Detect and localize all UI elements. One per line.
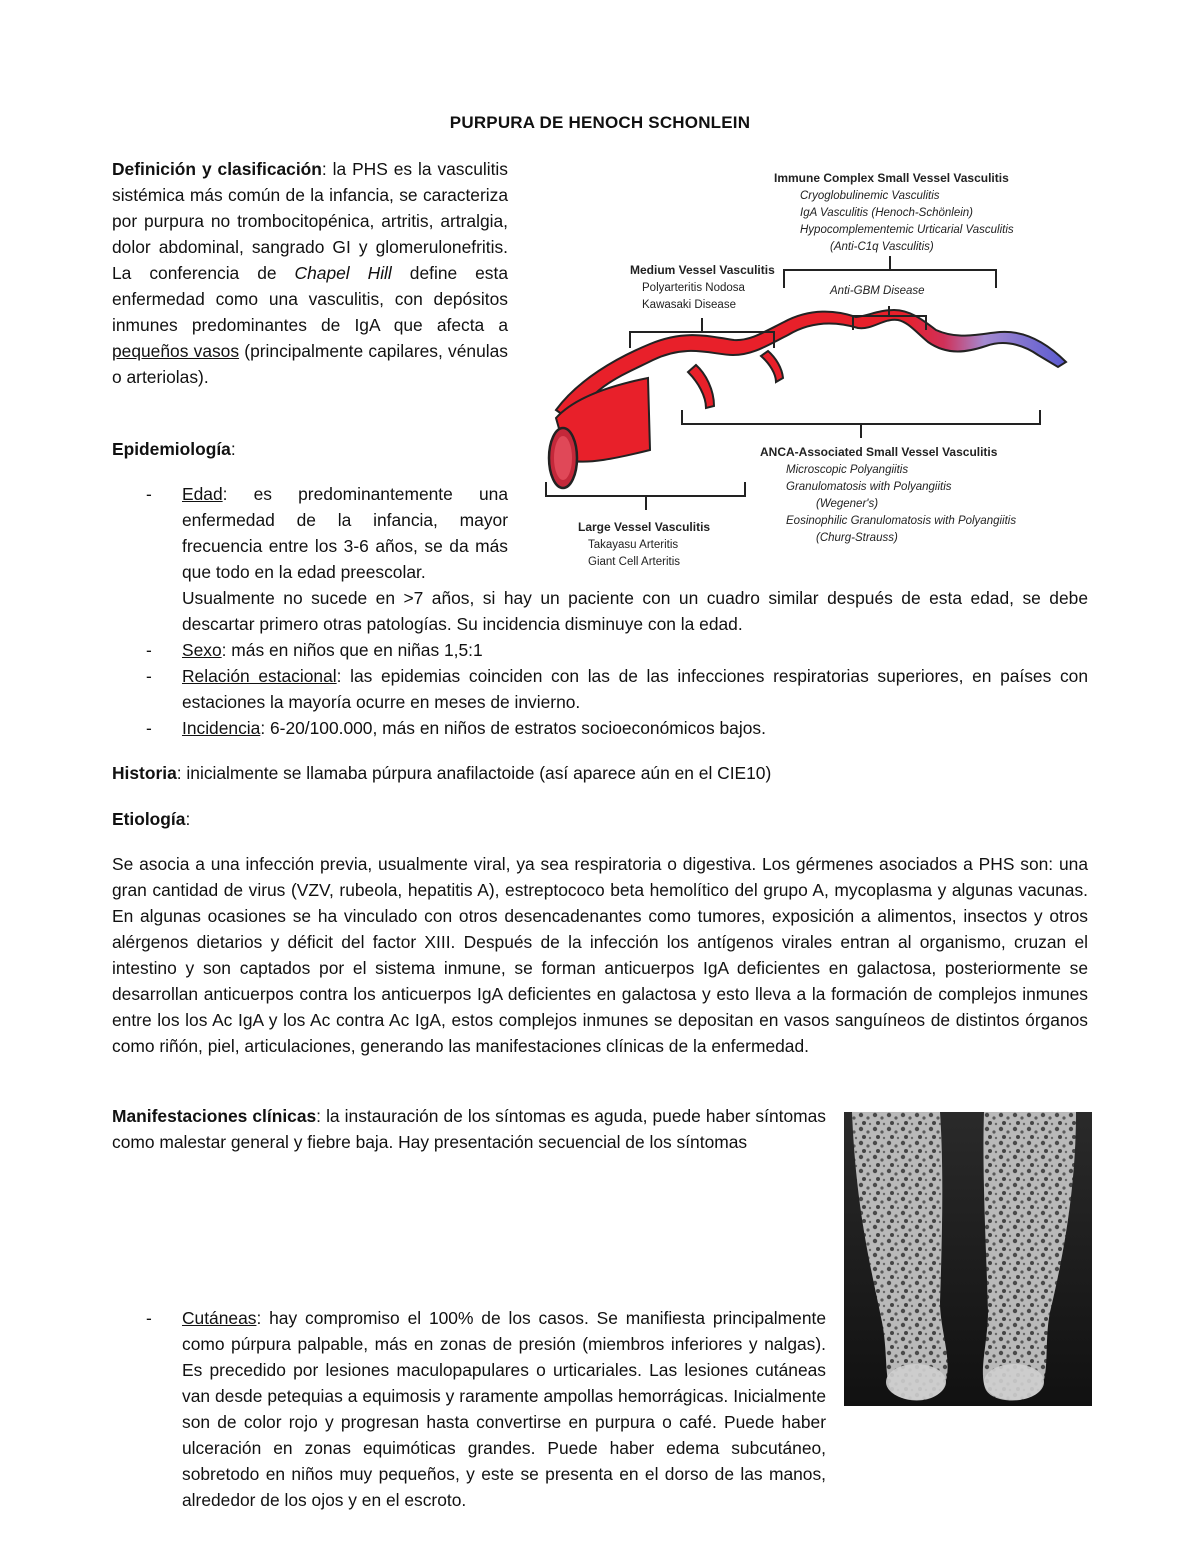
definicion-heading: Definición y clasificación — [112, 159, 322, 179]
blood-vessel-icon — [549, 310, 1066, 488]
etiologia-section — [112, 851, 1088, 1059]
historia-section — [112, 760, 1088, 786]
definicion-section — [112, 156, 508, 390]
anca-item: Microscopic Polyangiitis — [786, 464, 909, 476]
historia-text: : inicialmente se llamaba púrpura anafilactoide (así aparece aún en el CIE10) — [176, 763, 772, 783]
relacion-bullet — [112, 663, 1088, 715]
immune-complex-item: (Anti-C1q Vasculitis) — [830, 241, 934, 253]
incidencia-label: Incidencia — [182, 718, 261, 738]
immune-complex-item: Hypocomplementemic Urticarial Vasculitis — [800, 224, 1014, 236]
etiologia-text: Se asocia a una infección previa, usualmente viral, ya sea respiratoria o digestiva. Los gérmenes asociados a PHS son: una gran cantidad de virus (VZV, rubeola, hepatitis A), estreptococo beta hemolítico del grupo A, mycoplasma y algunas vacunas. En algunas ocasiones se ha vinculado con otros desencadenantes como tumores, exposición a alimentos, insectos y otros alérgenos dietarios y déficit del factor XIII. Después de la infección los antígenos virales entran al organismo, cruzan el intestino y son captados por el sistema inmune, se forman anticuerpos IgA deficientes en galactosa, posteriormente se desarrollan anticuerpos contra los anticuerpos IgA deficientes en galactosa y esto lleva a la formación de complejos inmunes entre los los Ac IgA y los Ac contra Ac IgA, estos complejos inmunes se depositan en vasos sanguíneos de distintos órganos como riñón, piel, articulaciones, generando las manifestaciones clínicas de la enfermedad. — [112, 854, 1088, 1056]
etiologia-heading: Etiología — [112, 809, 186, 829]
epidemiologia-heading: Epidemiología — [112, 439, 231, 459]
relacion-text: : las epidemias coinciden con las de las infecciones respiratorias superiores, en países con estaciones la mayoría ocurre en meses de invierno. — [182, 666, 1088, 712]
bullet-dash: - — [146, 718, 152, 738]
medium-vessel-item: Kawasaki Disease — [642, 299, 736, 311]
chapel-hill-text: Chapel Hill — [294, 263, 392, 283]
epidemiologia-colon: : — [230, 439, 236, 459]
definicion-text3: (principalmente capilares, vénulas o arteriolas). — [112, 341, 508, 387]
medium-vessel-item: Polyarteritis Nodosa — [642, 282, 745, 294]
manifestaciones-heading: Manifestaciones clínicas — [112, 1106, 317, 1126]
sexo-label: Sexo — [182, 640, 222, 660]
anca-title: ANCA-Associated Small Vessel Vasculitis — [760, 445, 998, 459]
etiologia-colon: : — [185, 809, 191, 829]
purpura-legs-photo — [844, 1112, 1092, 1406]
medium-vessel-title: Medium Vessel Vasculitis — [630, 263, 775, 277]
epidemiologia-heading-line — [112, 436, 236, 462]
page-title: PURPURA DE HENOCH SCHONLEIN — [449, 113, 751, 132]
pequenos-vasos-text: pequeños vasos — [112, 341, 240, 361]
cutaneas-text: : hay compromiso el 100% de los casos. Se manifiesta principalmente como púrpura palpable, más en zonas de presión (miembros inferiores y nalgas). Es precedido por lesiones maculopapulares o urticariales. Las lesiones cutáneas van desde petequias a equimosis y raramente ampollas hemorrágicas. Inicialmente son de color rojo y progresan hasta convertirse en purpura o café. Puede haber ulceración en zonas equimóticas grandes. Puede haber edema subcutáneo, sobretodo en niños muy pequeños, y este se presenta en el dorso de las manos, alrededor de los ojos y en el escroto. — [182, 1308, 826, 1510]
definicion-paragraph — [112, 156, 508, 390]
immune-complex-item: Cryoglobulinemic Vasculitis — [800, 190, 940, 202]
edad-text-b: Usualmente no sucede en >7 años, si hay un paciente con un cuadro similar después de esta edad, se debe descartar primero otras patologías. Su incidencia disminuye con la edad. — [182, 588, 1088, 634]
immune-complex-item: IgA Vasculitis (Henoch-Schönlein) — [800, 207, 974, 219]
edad-bullet — [112, 481, 508, 585]
large-vessel-title: Large Vessel Vasculitis — [578, 520, 711, 534]
bullet-dash: - — [146, 1308, 152, 1328]
anca-item: (Churg-Strauss) — [816, 532, 898, 544]
edad-text-a: : es predominantemente una enfermedad de la infancia, mayor frecuencia entre los 3-6 años, se da más que todo en la edad preescolar. — [182, 484, 508, 582]
anca-item: (Wegener's) — [816, 498, 879, 510]
relacion-label: Relación estacional — [182, 666, 337, 686]
epidemiologia-list — [112, 637, 1088, 741]
manifestaciones-section — [112, 1103, 826, 1155]
immune-complex-title: Immune Complex Small Vessel Vasculitis — [774, 171, 1009, 185]
cutaneas-bullet — [112, 1305, 826, 1513]
bullet-dash: - — [146, 640, 152, 660]
sexo-text: : más en niños que en niñas 1,5:1 — [221, 640, 483, 660]
anti-gbm-label: Anti-GBM Disease — [830, 285, 925, 297]
anca-bracket — [682, 410, 1040, 424]
vasculitis-diagram — [538, 160, 1084, 580]
anca-item: Granulomatosis with Polyangiitis — [786, 481, 952, 493]
definicion-text2: define esta enfermedad como una vasculitis, con depósitos inmunes predominantes de IgA que afecta a — [112, 263, 509, 335]
cutaneas-label: Cutáneas — [182, 1308, 257, 1328]
large-vessel-item: Giant Cell Arteritis — [588, 556, 681, 568]
bullet-dash: - — [146, 484, 152, 504]
incidencia-bullet — [112, 715, 1088, 741]
incidencia-text: : 6-20/100.000, más en niños de estratos socioeconómicos bajos. — [260, 718, 766, 738]
etiologia-heading-line — [112, 806, 190, 832]
definicion-text1: : la PHS es la vasculitis sistémica más común de la infancia, se caracteriza por purpura no trombocitopénica, artritis, artralgia, dolor abdominal, sangrado GI y glomerulonefritis. La conferencia de — [112, 159, 508, 283]
anca-item: Eosinophilic Granulomatosis with Polyangiitis — [786, 515, 1017, 527]
sexo-bullet — [112, 637, 1088, 663]
large-vessel-bracket — [546, 482, 745, 496]
bullet-dash: - — [146, 666, 152, 686]
edad-continuation — [182, 585, 1088, 637]
large-vessel-item: Takayasu Arteritis — [588, 539, 679, 551]
edad-label: Edad — [182, 484, 223, 504]
historia-heading: Historia — [112, 763, 177, 783]
manifestaciones-text: : la instauración de los síntomas es aguda, puede haber síntomas como malestar general y fiebre baja. Hay presentación secuencial de los síntomas — [112, 1106, 826, 1152]
